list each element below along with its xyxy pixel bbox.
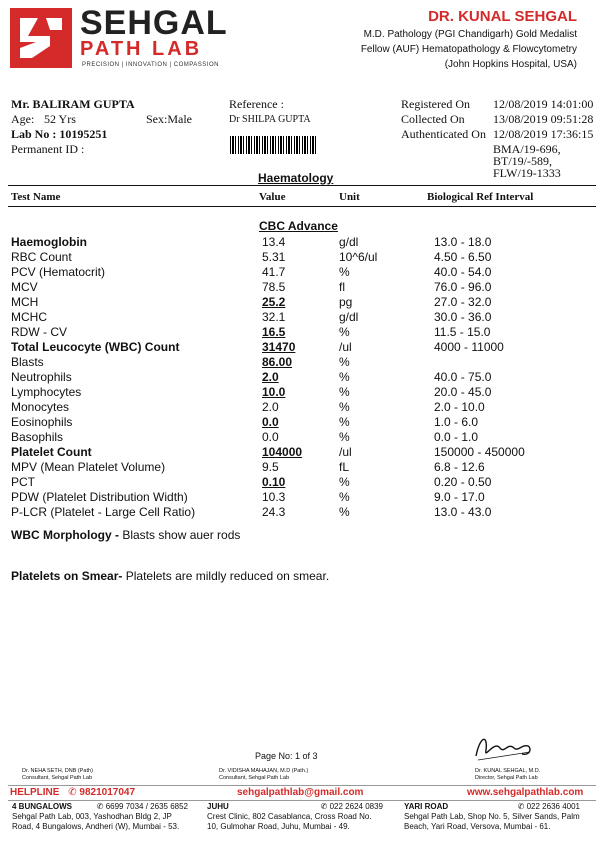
footer-rule-mid [8, 800, 596, 801]
value-cell: 13.4 [262, 235, 286, 249]
value-cell: 31470 [262, 340, 296, 354]
unit-cell: % [339, 415, 350, 429]
test-name-cell: Total Leucocyte (WBC) Count [11, 340, 180, 354]
branch-2-address: Crest Clinic, 802 Casablanca, Cross Road No. 10, Gulmohar Road, Juhu, Mumbai - 49. [207, 812, 372, 831]
lab-logo-icon [10, 8, 72, 68]
table-row [0, 310, 603, 325]
signatory-3-title: Director, Sehgal Path Lab [475, 775, 538, 781]
lab-number: Lab No : 10195251 [11, 127, 108, 141]
footer-email[interactable]: sehgalpathlab@gmail.com [237, 787, 364, 798]
section-title: CBC Advance [259, 219, 338, 233]
platelets-smear-label: Platelets on Smear- [11, 569, 123, 583]
ref-code-1: BMA/19-696, [493, 142, 561, 156]
branch-2-phone: 022 2624 0839 [329, 802, 383, 811]
table-row [0, 295, 603, 310]
doctor-line2: Fellow (AUF) Hematopathology & Flowcytometry [360, 44, 577, 55]
col-test-name: Test Name [11, 191, 61, 203]
wbc-morphology [11, 528, 240, 542]
ref-interval-cell: 6.8 - 12.6 [434, 460, 485, 474]
helpline [10, 787, 135, 798]
branch-4-bungalows [12, 802, 188, 832]
unit-cell: % [339, 265, 350, 279]
signature-icon [470, 730, 540, 766]
patient-age: 52 Yrs [44, 112, 76, 126]
unit-cell: % [339, 505, 350, 519]
test-name-cell: Platelet Count [11, 445, 92, 459]
patient-name: Mr. BALIRAM GUPTA [11, 97, 135, 111]
value-cell: 16.5 [262, 325, 286, 339]
patient-sex: Sex:Male [146, 112, 192, 126]
unit-cell: % [339, 430, 350, 444]
signatory-1-name: Dr. NEHA SETH, DNB (Path) [22, 768, 93, 774]
test-name-cell: PCT [11, 475, 35, 489]
wbc-morphology-text: Blasts show auer rods [122, 528, 241, 542]
table-row [0, 505, 603, 520]
ref-interval-cell: 40.0 - 75.0 [434, 370, 492, 384]
unit-cell: % [339, 490, 350, 504]
brand-sub: PATH LAB [80, 38, 203, 60]
table-row [0, 280, 603, 295]
signatory-2 [219, 768, 308, 782]
value-cell: 5.31 [262, 250, 286, 264]
doctor-line1: M.D. Pathology (PGI Chandigarh) Gold Medalist [363, 29, 577, 40]
value-cell: 2.0 [262, 370, 279, 384]
platelets-smear-text: Platelets are mildly reduced on smear. [125, 569, 330, 583]
ref-code-3: FLW/19-1333 [493, 166, 561, 180]
ref-interval-cell: 1.0 - 6.0 [434, 415, 479, 429]
branch-1-address: Sehgal Path Lab, 003, Yashodhan Bldg 2, JP Road, 4 Bungalows, Andheri (W), Mumbai - 53. [12, 812, 180, 831]
registered-label: Registered On [401, 97, 470, 111]
test-name-cell: Haemoglobin [11, 235, 88, 249]
test-name-cell: PCV (Hematocrit) [11, 265, 106, 279]
value-cell: 0.0 [262, 415, 279, 429]
patient-age-label: Age: [11, 112, 35, 126]
value-cell: 2.0 [262, 400, 279, 414]
test-name-cell: Monocytes [11, 400, 70, 414]
table-row [0, 370, 603, 385]
test-name-cell: Blasts [11, 355, 44, 369]
ref-code-2: BT/19/-589, [493, 154, 552, 168]
unit-cell: % [339, 400, 350, 414]
header-rule-bottom [8, 206, 596, 207]
value-cell: 9.5 [262, 460, 279, 474]
branch-2-name: JUHU [207, 802, 229, 811]
ref-interval-cell: 30.0 - 36.0 [434, 310, 492, 324]
table-row [0, 460, 603, 475]
branch-juhu [207, 802, 383, 832]
col-unit: Unit [339, 191, 360, 203]
authenticated-value: 12/08/2019 17:36:15 [493, 127, 594, 141]
reference-label: Reference : [229, 97, 284, 111]
reference-value: Dr SHILPA GUPTA [229, 114, 311, 125]
ref-interval-cell: 13.0 - 18.0 [434, 235, 492, 249]
value-cell: 10.0 [262, 385, 286, 399]
test-name-cell: RBC Count [11, 250, 72, 264]
page-number: Page No: 1 of 3 [255, 751, 318, 761]
test-name-cell: Neutrophils [11, 370, 72, 384]
ref-interval-cell: 4.50 - 6.50 [434, 250, 492, 264]
platelets-smear [11, 569, 329, 583]
value-cell: 78.5 [262, 280, 286, 294]
ref-interval-cell: 4000 - 11000 [434, 340, 504, 354]
unit-cell: % [339, 325, 350, 339]
unit-cell: fl [339, 280, 345, 294]
permanent-id: Permanent ID : [11, 142, 85, 156]
value-cell: 41.7 [262, 265, 286, 279]
test-name-cell: Basophils [11, 430, 64, 444]
brand-tagline: PRECISION | INNOVATION | COMPASSION [82, 62, 219, 68]
ref-interval-cell: 27.0 - 32.0 [434, 295, 492, 309]
ref-interval-cell: 2.0 - 10.0 [434, 400, 485, 414]
helpline-label: HELPLINE [10, 787, 60, 798]
table-row [0, 445, 603, 460]
signatory-3-name: Dr. KUNAL SEHGAL, M.D. [475, 768, 541, 774]
test-name-cell: PDW (Platelet Distribution Width) [11, 490, 188, 504]
footer-rule-top [8, 785, 596, 786]
unit-cell: pg [339, 295, 353, 309]
unit-cell: % [339, 370, 350, 384]
col-ref-interval: Biological Ref Interval [427, 191, 534, 203]
helpline-number[interactable]: 9821017047 [79, 787, 136, 798]
ref-interval-cell: 150000 - 450000 [434, 445, 525, 459]
doctor-name: DR. KUNAL SEHGAL [428, 8, 577, 25]
value-cell: 0.10 [262, 475, 286, 489]
value-cell: 24.3 [262, 505, 286, 519]
test-name-cell: Lymphocytes [11, 385, 82, 399]
unit-cell: /ul [339, 445, 352, 459]
branch-1-phone: 6699 7034 / 2635 6852 [105, 802, 188, 811]
doctor-line3: (John Hopkins Hospital, USA) [444, 59, 577, 70]
value-cell: 10.3 [262, 490, 286, 504]
ref-interval-cell: 0.0 - 1.0 [434, 430, 479, 444]
unit-cell: % [339, 355, 350, 369]
signatory-2-title: Consultant, Sehgal Path Lab [219, 775, 290, 781]
lab-logo [10, 8, 72, 73]
value-cell: 0.0 [262, 430, 279, 444]
phone-icon: ✆ [517, 802, 525, 811]
phone-icon: ✆ [96, 802, 104, 811]
unit-cell: 10^6/ul [339, 250, 378, 264]
value-cell: 104000 [262, 445, 303, 459]
ref-interval-cell: 0.20 - 0.50 [434, 475, 492, 489]
barcode [230, 136, 316, 154]
collected-value: 13/08/2019 09:51:28 [493, 112, 594, 126]
table-row [0, 250, 603, 265]
header-rule-top [8, 185, 596, 186]
signatory-1-title: Consultant, Sehgal Path Lab [22, 775, 93, 781]
test-name-cell: RDW - CV [11, 325, 67, 339]
wbc-morphology-label: WBC Morphology - [11, 528, 119, 542]
unit-cell: % [339, 475, 350, 489]
brand-name: SEHGAL [80, 4, 228, 42]
table-row [0, 265, 603, 280]
unit-cell: g/dl [339, 235, 359, 249]
registered-value: 12/08/2019 14:01:00 [493, 97, 594, 111]
value-cell: 86.00 [262, 355, 293, 369]
signatory-1 [22, 768, 93, 782]
branch-3-address: Sehgal Path Lab, Shop No. 5, Silver Sands, Palm Beach, Yari Road, Versova, Mumbai - 61. [404, 812, 580, 831]
table-row [0, 415, 603, 430]
ref-interval-cell: 40.0 - 54.0 [434, 265, 492, 279]
ref-interval-cell: 13.0 - 43.0 [434, 505, 492, 519]
collected-label: Collected On [401, 112, 465, 126]
test-name-cell: P-LCR (Platelet - Large Cell Ratio) [11, 505, 196, 519]
value-cell: 25.2 [262, 295, 286, 309]
ref-interval-cell: 9.0 - 17.0 [434, 490, 485, 504]
value-cell: 32.1 [262, 310, 286, 324]
table-row [0, 325, 603, 340]
unit-cell: /ul [339, 340, 352, 354]
col-value: Value [259, 191, 286, 203]
branch-3-name: YARI ROAD [404, 802, 449, 811]
signatory-2-name: Dr. VIDISHA MAHAJAN, M.D (Path.) [219, 768, 309, 774]
unit-cell: % [339, 385, 350, 399]
table-row [0, 475, 603, 490]
department-title: Haematology [258, 171, 334, 185]
test-name-cell: MPV (Mean Platelet Volume) [11, 460, 166, 474]
table-row [0, 340, 603, 355]
table-row [0, 490, 603, 505]
table-row [0, 385, 603, 400]
test-name-cell: MCH [11, 295, 39, 309]
test-name-cell: MCV [11, 280, 38, 294]
test-name-cell: Eosinophils [11, 415, 73, 429]
signatory-3 [475, 768, 540, 782]
branch-yari-road [404, 802, 580, 832]
footer-website[interactable]: www.sehgalpathlab.com [467, 787, 584, 798]
table-row [0, 430, 603, 445]
ref-interval-cell: 20.0 - 45.0 [434, 385, 492, 399]
unit-cell: g/dl [339, 310, 359, 324]
branch-3-phone: 022 2636 4001 [526, 802, 580, 811]
table-row [0, 400, 603, 415]
ref-interval-cell: 11.5 - 15.0 [434, 325, 491, 339]
unit-cell: fL [339, 460, 350, 474]
authenticated-label: Authenticated On [401, 127, 486, 141]
branch-1-name: 4 BUNGALOWS [12, 802, 72, 811]
test-name-cell: MCHC [11, 310, 47, 324]
phone-icon: ✆ [320, 802, 328, 811]
table-row [0, 355, 603, 370]
phone-icon: ✆ [68, 787, 77, 798]
ref-interval-cell: 76.0 - 96.0 [434, 280, 492, 294]
table-row [0, 235, 603, 250]
